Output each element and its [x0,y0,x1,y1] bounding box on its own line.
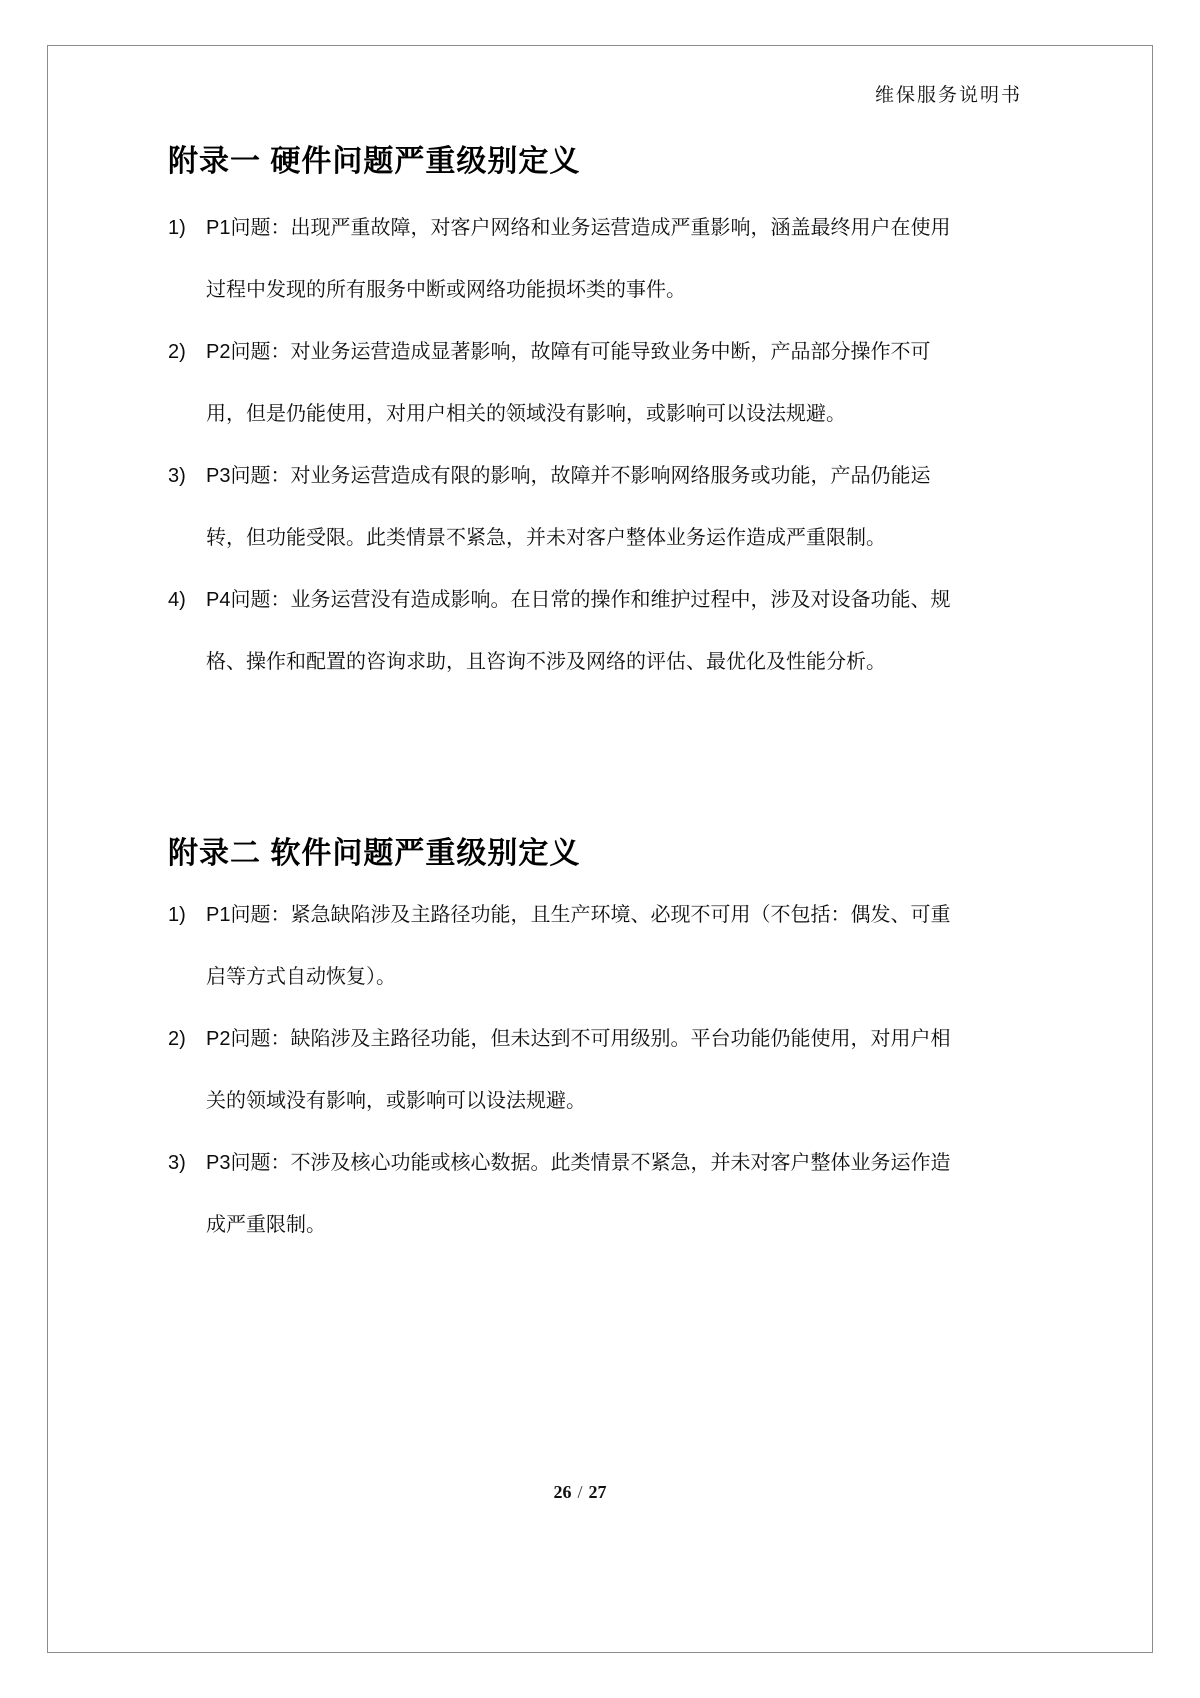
item-line: P2问题：对业务运营造成显著影响，故障有可能导致业务中断，产品部分操作不可 [206,341,931,363]
item-number: 1) [168,904,186,926]
list-item [168,1008,1030,1132]
item-number: 2) [168,341,186,363]
item-number: 3) [168,1152,186,1174]
list-item [168,321,1030,445]
page-number-footer [0,1482,1160,1503]
document-header-title: 维保服务说明书 [874,85,1022,106]
item-text [206,197,1030,321]
item-line: 启等方式自动恢复）。 [206,966,396,988]
item-line: 成严重限制。 [206,1214,326,1236]
item-line: P2问题：缺陷涉及主路径功能，但未达到不可用级别。平台功能仍能使用，对用户相 [206,1028,951,1050]
item-line: P3问题：不涉及核心功能或核心数据。此类情景不紧急，并未对客户整体业务运作造 [206,1152,951,1174]
item-text [206,884,1030,1008]
item-line: 用，但是仍能使用，对用户相关的领域没有影响，或影响可以设法规避。 [206,403,846,425]
total-page-number: 27 [588,1482,607,1502]
item-line: P4问题：业务运营没有造成影响。在日常的操作和维护过程中，涉及对设备功能、规 [206,589,951,611]
software-severity-list [168,884,1030,1256]
item-line: P1问题：紧急缺陷涉及主路径功能，且生产环境、必现不可用（不包括：偶发、可重 [206,904,951,926]
item-number: 2) [168,1028,186,1050]
item-number: 3) [168,465,186,487]
item-number: 1) [168,217,186,239]
item-number: 4) [168,589,186,611]
item-line: 格、操作和配置的咨询求助，且咨询不涉及网络的评估、最优化及性能分析。 [206,651,886,673]
item-text [206,445,1030,569]
item-text [206,569,1030,693]
appendix-2-heading: 附录二 软件问题严重级别定义 [168,837,581,870]
list-item [168,445,1030,569]
page-number-separator: / [577,1482,583,1502]
item-line: 转，但功能受限。此类情景不紧急，并未对客户整体业务运作造成严重限制。 [206,527,886,549]
item-line: 过程中发现的所有服务中断或网络功能损坏类的事件。 [206,279,686,301]
item-text [206,1132,1030,1256]
item-text [206,1008,1030,1132]
list-item [168,1132,1030,1256]
list-item [168,884,1030,1008]
item-line: 关的领域没有影响，或影响可以设法规避。 [206,1090,586,1112]
hardware-severity-list [168,197,1030,693]
list-item [168,569,1030,693]
item-text [206,321,1030,445]
list-item [168,197,1030,321]
current-page-number: 26 [553,1482,572,1502]
appendix-1-heading: 附录一 硬件问题严重级别定义 [168,145,581,178]
item-line: P3问题：对业务运营造成有限的影响，故障并不影响网络服务或功能，产品仍能运 [206,465,931,487]
item-line: P1问题：出现严重故障，对客户网络和业务运营造成严重影响，涵盖最终用户在使用 [206,217,951,239]
